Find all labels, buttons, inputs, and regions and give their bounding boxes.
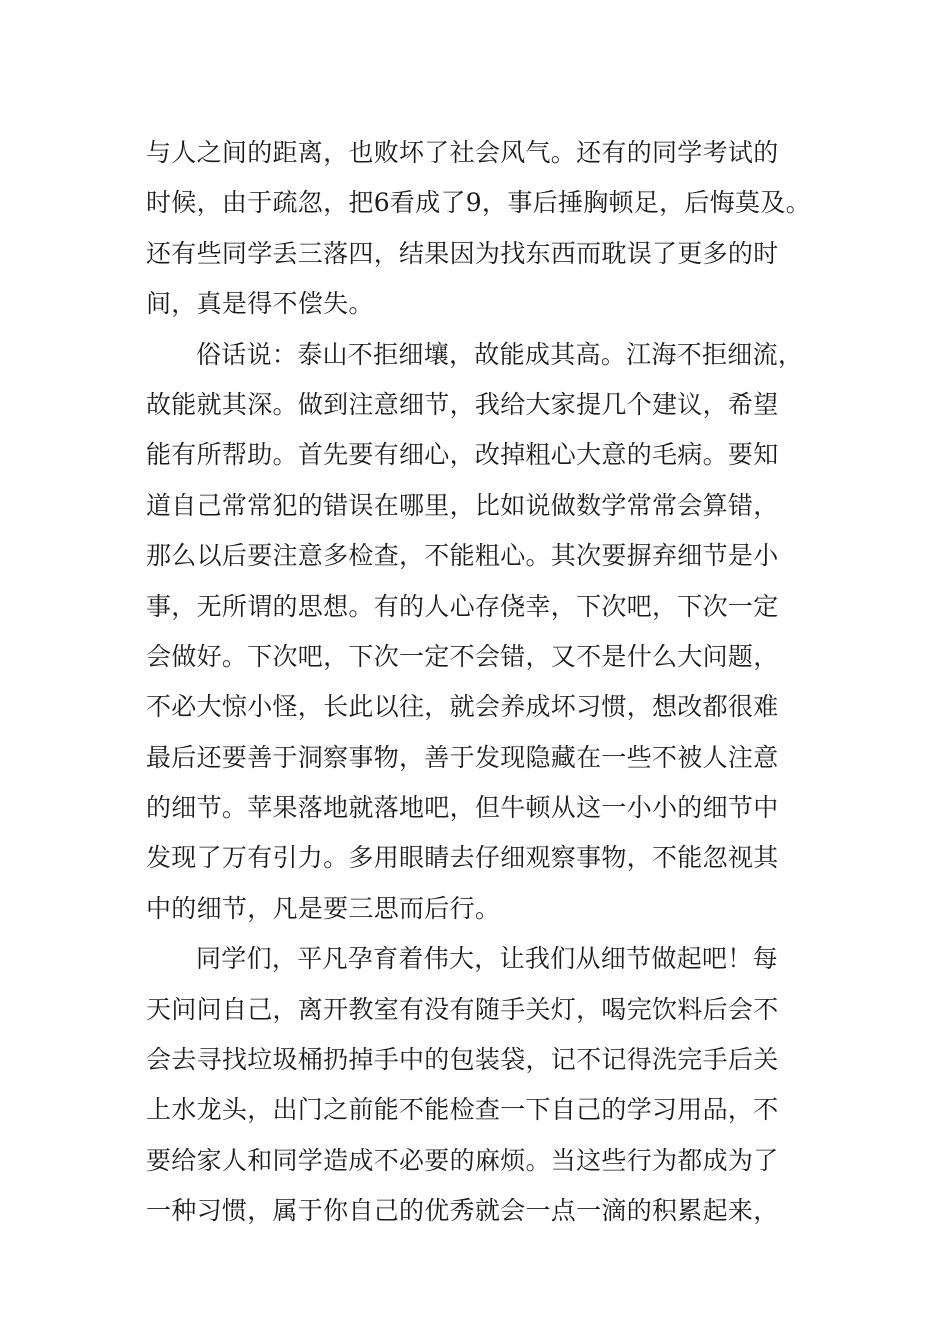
text-line: 会做好。下次吧，下次一定不会错，又不是什么大问题， xyxy=(146,641,779,671)
text-line: 道自己常常犯的错误在哪里，比如说做数学常常会算错， xyxy=(146,490,779,520)
text-line: 时候，由于疏忽，把6看成了9，事后捶胸顿足，后悔莫及。 xyxy=(146,188,811,218)
text-line: 的细节。苹果落地就落地吧，但牛顿从这一小小的细节中 xyxy=(146,793,779,823)
text-line: 还有些同学丢三落四，结果因为找东西而耽误了更多的时 xyxy=(146,238,779,268)
text-line: 会去寻找垃圾桶扔掉手中的包装袋，记不记得洗完手后关 xyxy=(146,1045,779,1075)
text-line: 最后还要善于洞察事物，善于发现隐藏在一些不被人注意 xyxy=(146,742,779,772)
text-line: 中的细节，凡是要三思而后行。 xyxy=(146,893,501,923)
paragraph-start-line: 同学们，平凡孕育着伟大，让我们从细节做起吧！每 xyxy=(196,944,778,974)
text-line: 不必大惊小怪，长此以往，就会养成坏习惯，想改都很难 xyxy=(146,692,779,722)
text-line: 上水龙头，出门之前能不能检查一下自己的学习用品，不 xyxy=(146,1095,779,1125)
text-line: 要给家人和同学造成不必要的麻烦。当这些行为都成为了 xyxy=(146,1145,779,1175)
text-line: 那么以后要注意多检查，不能粗心。其次要摒弃细节是小 xyxy=(146,541,779,571)
text-line: 与人之间的距离，也败坏了社会风气。还有的同学考试的 xyxy=(146,138,779,167)
text-line: 一种习惯，属于你自己的优秀就会一点一滴的积累起来， xyxy=(146,1196,779,1226)
body-text xyxy=(146,128,826,1237)
paragraph-start-line: 俗话说：泰山不拒细壤，故能成其高。江海不拒细流， xyxy=(196,339,804,369)
text-line: 故能就其深。做到注意细节，我给大家提几个建议，希望 xyxy=(146,389,779,419)
text-line: 天问问自己，离开教室有没有随手关灯，喝完饮料后会不 xyxy=(146,994,779,1024)
text-line: 能有所帮助。首先要有细心，改掉粗心大意的毛病。要知 xyxy=(146,440,779,470)
text-line: 发现了万有引力。多用眼睛去仔细观察事物，不能忽视其 xyxy=(146,843,779,873)
text-line: 事，无所谓的思想。有的人心存侥幸，下次吧，下次一定 xyxy=(146,591,779,621)
text-line: 间，真是得不偿失。 xyxy=(146,289,374,319)
